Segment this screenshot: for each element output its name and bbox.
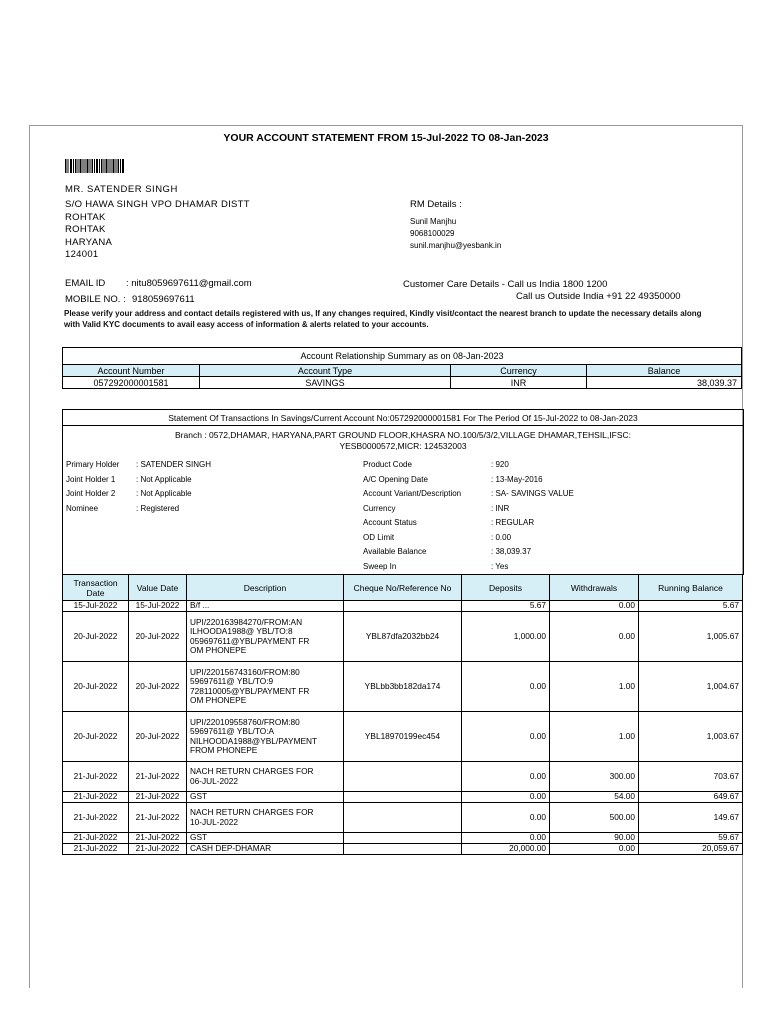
- holder-field-value: : SATENDER SINGH: [136, 460, 211, 469]
- mobile-value: 918059697611: [132, 294, 195, 305]
- address-line: ROHTAK: [65, 224, 106, 235]
- account-field-value: : 13-May-2016: [491, 474, 543, 484]
- summary-account-type: SAVINGS: [200, 377, 451, 389]
- rm-name: Sunil Manjhu: [410, 217, 457, 226]
- transaction-row: [63, 833, 743, 844]
- statement-heading: Statement Of Transactions In Savings/Current Account No:057292000001581 For The Period Of 15-Jul-2022 to 08-Jan-2023: [168, 413, 638, 423]
- account-field-label: OD Limit: [363, 532, 395, 542]
- value-date-cell: 21-Jul-2022: [129, 803, 187, 833]
- value-date-cell: 21-Jul-2022: [129, 833, 187, 844]
- withdrawal-cell: 0.00: [550, 844, 639, 855]
- reference-cell: [344, 601, 462, 612]
- value-date-cell: 15-Jul-2022: [129, 601, 187, 612]
- header-deposits: Deposits: [462, 575, 550, 601]
- txn-date-cell: 20-Jul-2022: [63, 712, 129, 762]
- account-field-value: : INR: [491, 503, 510, 513]
- description-cell: UPI/220163984270/FROM:AN ILHOODA1988@ YBL/TO:8 059697611@YBL/PAYMENT FR OM PHONEPE: [187, 612, 344, 662]
- balance-cell: 649.67: [639, 792, 743, 803]
- value-date-cell: 20-Jul-2022: [129, 612, 187, 662]
- account-field-label: Available Balance: [363, 547, 427, 556]
- summary-account-number: 057292000001581: [63, 377, 200, 389]
- summary-balance: 38,039.37: [587, 377, 742, 389]
- rm-heading: RM Details :: [410, 199, 462, 210]
- value-date-cell: 21-Jul-2022: [129, 792, 187, 803]
- header-transaction-date: Transaction Date: [63, 575, 129, 601]
- account-field-label: Account Status: [363, 518, 417, 527]
- account-field-value: : Yes: [491, 561, 509, 571]
- address-line: 124001: [65, 249, 99, 260]
- account-field-label: Sweep In: [363, 561, 397, 571]
- balance-cell: 1,003.67: [639, 712, 743, 762]
- description-cell: UPI/220156743160/FROM:80 59697611@ YBL/TO:9 728110005@YBL/PAYMENT FR OM PHONEPE: [187, 662, 344, 712]
- rm-email: sunil.manjhu@yesbank.in: [410, 241, 502, 250]
- holder-field-label: Joint Holder 2: [66, 489, 116, 498]
- txn-date-cell: 21-Jul-2022: [63, 803, 129, 833]
- balance-cell: 1,004.67: [639, 662, 743, 712]
- customer-care-line1: Customer Care Details - Call us India 1800 1200: [403, 279, 608, 290]
- holder-field-value: : Not Applicable: [136, 489, 192, 498]
- holder-field-label: Joint Holder 1: [66, 474, 116, 484]
- value-date-cell: 20-Jul-2022: [129, 712, 187, 762]
- txn-date-cell: 20-Jul-2022: [63, 662, 129, 712]
- summary-title: Account Relationship Summary as on 08-Jan-2023: [63, 348, 742, 365]
- description-cell: CASH DEP-DHAMAR: [187, 844, 344, 855]
- deposit-cell: 0.00: [462, 792, 550, 803]
- customer-address: [65, 199, 250, 262]
- email-value: : nitu8059697611@gmail.com: [126, 278, 252, 289]
- summary-header: Currency: [451, 365, 587, 377]
- header-withdrawals: Withdrawals: [550, 575, 639, 601]
- account-field-label: Product Code: [363, 460, 412, 469]
- txn-date-cell: 20-Jul-2022: [63, 612, 129, 662]
- withdrawal-cell: 1.00: [550, 662, 639, 712]
- withdrawal-cell: 500.00: [550, 803, 639, 833]
- holder-field-value: : Registered: [136, 503, 180, 513]
- summary-header: Balance: [587, 365, 742, 377]
- txn-date-cell: 21-Jul-2022: [63, 792, 129, 803]
- transaction-row: [63, 803, 743, 833]
- summary-header: Account Number: [63, 365, 200, 377]
- account-field-value: : 0.00: [491, 532, 512, 542]
- customer-name: MR. SATENDER SINGH: [65, 184, 178, 195]
- account-field-value: : REGULAR: [491, 518, 535, 527]
- deposit-cell: 20,000.00: [462, 844, 550, 855]
- header-value-date: Value Date: [129, 575, 187, 601]
- reference-cell: [344, 833, 462, 844]
- branch-line1: Branch : 0572,DHAMAR, HARYANA,PART GROUND FLOOR,KHASRA NO.100/5/3/2,VILLAGE DHAMAR,TEHSIL,IFSC:: [175, 430, 631, 440]
- transaction-row: [63, 601, 743, 612]
- email-label: EMAIL ID: [65, 278, 106, 289]
- reference-cell: YBL18970199ec454: [344, 712, 462, 762]
- header-description: Description: [187, 575, 344, 601]
- branch-line2: YESB0000572,MICR: 124532003: [339, 441, 467, 451]
- account-field-value: : 920: [491, 460, 509, 469]
- description-cell: UPI/220109558760/FROM:80 59697611@ YBL/TO:A NILHOODA1988@YBL/PAYMENT FROM PHONEPE: [187, 712, 344, 762]
- balance-cell: 703.67: [639, 762, 743, 792]
- account-field-value: : SA- SAVINGS VALUE: [491, 489, 574, 498]
- deposit-cell: 0.00: [462, 712, 550, 762]
- reference-cell: YBLbb3bb182da174: [344, 662, 462, 712]
- statement-page: [29, 125, 743, 988]
- reference-cell: [344, 762, 462, 792]
- withdrawal-cell: 0.00: [550, 601, 639, 612]
- address-line: S/O HAWA SINGH VPO DHAMAR DISTT: [65, 199, 250, 210]
- account-field-label: A/C Opening Date: [363, 474, 428, 484]
- holder-field-label: Primary Holder: [66, 460, 120, 469]
- withdrawal-cell: 1.00: [550, 712, 639, 762]
- txn-date-cell: 15-Jul-2022: [63, 601, 129, 612]
- reference-cell: YBL87dfa2032bb24: [344, 612, 462, 662]
- description-cell: GST: [187, 792, 344, 803]
- address-line: HARYANA: [65, 236, 113, 248]
- transaction-row: [63, 792, 743, 803]
- deposit-cell: 0.00: [462, 833, 550, 844]
- transaction-row: [63, 712, 743, 762]
- account-summary-table: [62, 347, 742, 389]
- summary-currency: INR: [451, 377, 587, 389]
- account-field-value: : 38,039.37: [491, 547, 532, 556]
- statement-info-box: [62, 409, 744, 575]
- balance-cell: 59.67: [639, 833, 743, 844]
- customer-care-line2: Call us Outside India +91 22 49350000: [516, 291, 681, 302]
- value-date-cell: 20-Jul-2022: [129, 662, 187, 712]
- reference-cell: [344, 844, 462, 855]
- txn-date-cell: 21-Jul-2022: [63, 844, 129, 855]
- transaction-row: [63, 762, 743, 792]
- barcode-icon: [65, 159, 125, 173]
- transaction-row: [63, 844, 743, 855]
- transactions-table: [62, 574, 743, 855]
- withdrawal-cell: 300.00: [550, 762, 639, 792]
- description-cell: NACH RETURN CHARGES FOR 10-JUL-2022: [187, 803, 344, 833]
- txn-date-cell: 21-Jul-2022: [63, 762, 129, 792]
- header-running-balance: Running Balance: [639, 575, 743, 601]
- deposit-cell: 0.00: [462, 662, 550, 712]
- value-date-cell: 21-Jul-2022: [129, 844, 187, 855]
- verification-notice: Please verify your address and contact details registered with us, If any changes required, Kindly visit/contact the nearest branch to update the necessary details along with Valid KYC documents to avail easy access of information & alerts related to your accounts.: [64, 309, 702, 329]
- description-cell: B/f ...: [187, 601, 344, 612]
- account-field-label: Currency: [363, 503, 396, 513]
- transaction-row: [63, 662, 743, 712]
- deposit-cell: 0.00: [462, 762, 550, 792]
- reference-cell: [344, 803, 462, 833]
- withdrawal-cell: 0.00: [550, 612, 639, 662]
- deposit-cell: 0.00: [462, 803, 550, 833]
- withdrawal-cell: 90.00: [550, 833, 639, 844]
- balance-cell: 5.67: [639, 601, 743, 612]
- statement-title: YOUR ACCOUNT STATEMENT FROM 15-Jul-2022 TO 08-Jan-2023: [223, 132, 549, 144]
- value-date-cell: 21-Jul-2022: [129, 762, 187, 792]
- txn-date-cell: 21-Jul-2022: [63, 833, 129, 844]
- header-reference: Cheque No/Reference No: [344, 575, 462, 601]
- mobile-label: MOBILE NO. :: [65, 294, 126, 305]
- balance-cell: 1,005.67: [639, 612, 743, 662]
- address-line: ROHTAK: [65, 211, 106, 223]
- balance-cell: 149.67: [639, 803, 743, 833]
- balance-cell: 20,059.67: [639, 844, 743, 855]
- deposit-cell: 1,000.00: [462, 612, 550, 662]
- withdrawal-cell: 54.00: [550, 792, 639, 803]
- holder-field-value: : Not Applicable: [136, 474, 192, 484]
- deposit-cell: 5.67: [462, 601, 550, 612]
- description-cell: GST: [187, 833, 344, 844]
- account-field-label: Account Variant/Description: [363, 489, 462, 498]
- reference-cell: [344, 792, 462, 803]
- summary-header: Account Type: [200, 365, 451, 377]
- holder-field-label: Nominee: [66, 503, 99, 513]
- description-cell: NACH RETURN CHARGES FOR 06-JUL-2022: [187, 762, 344, 792]
- transaction-row: [63, 612, 743, 662]
- rm-phone: 9068100029: [410, 229, 455, 238]
